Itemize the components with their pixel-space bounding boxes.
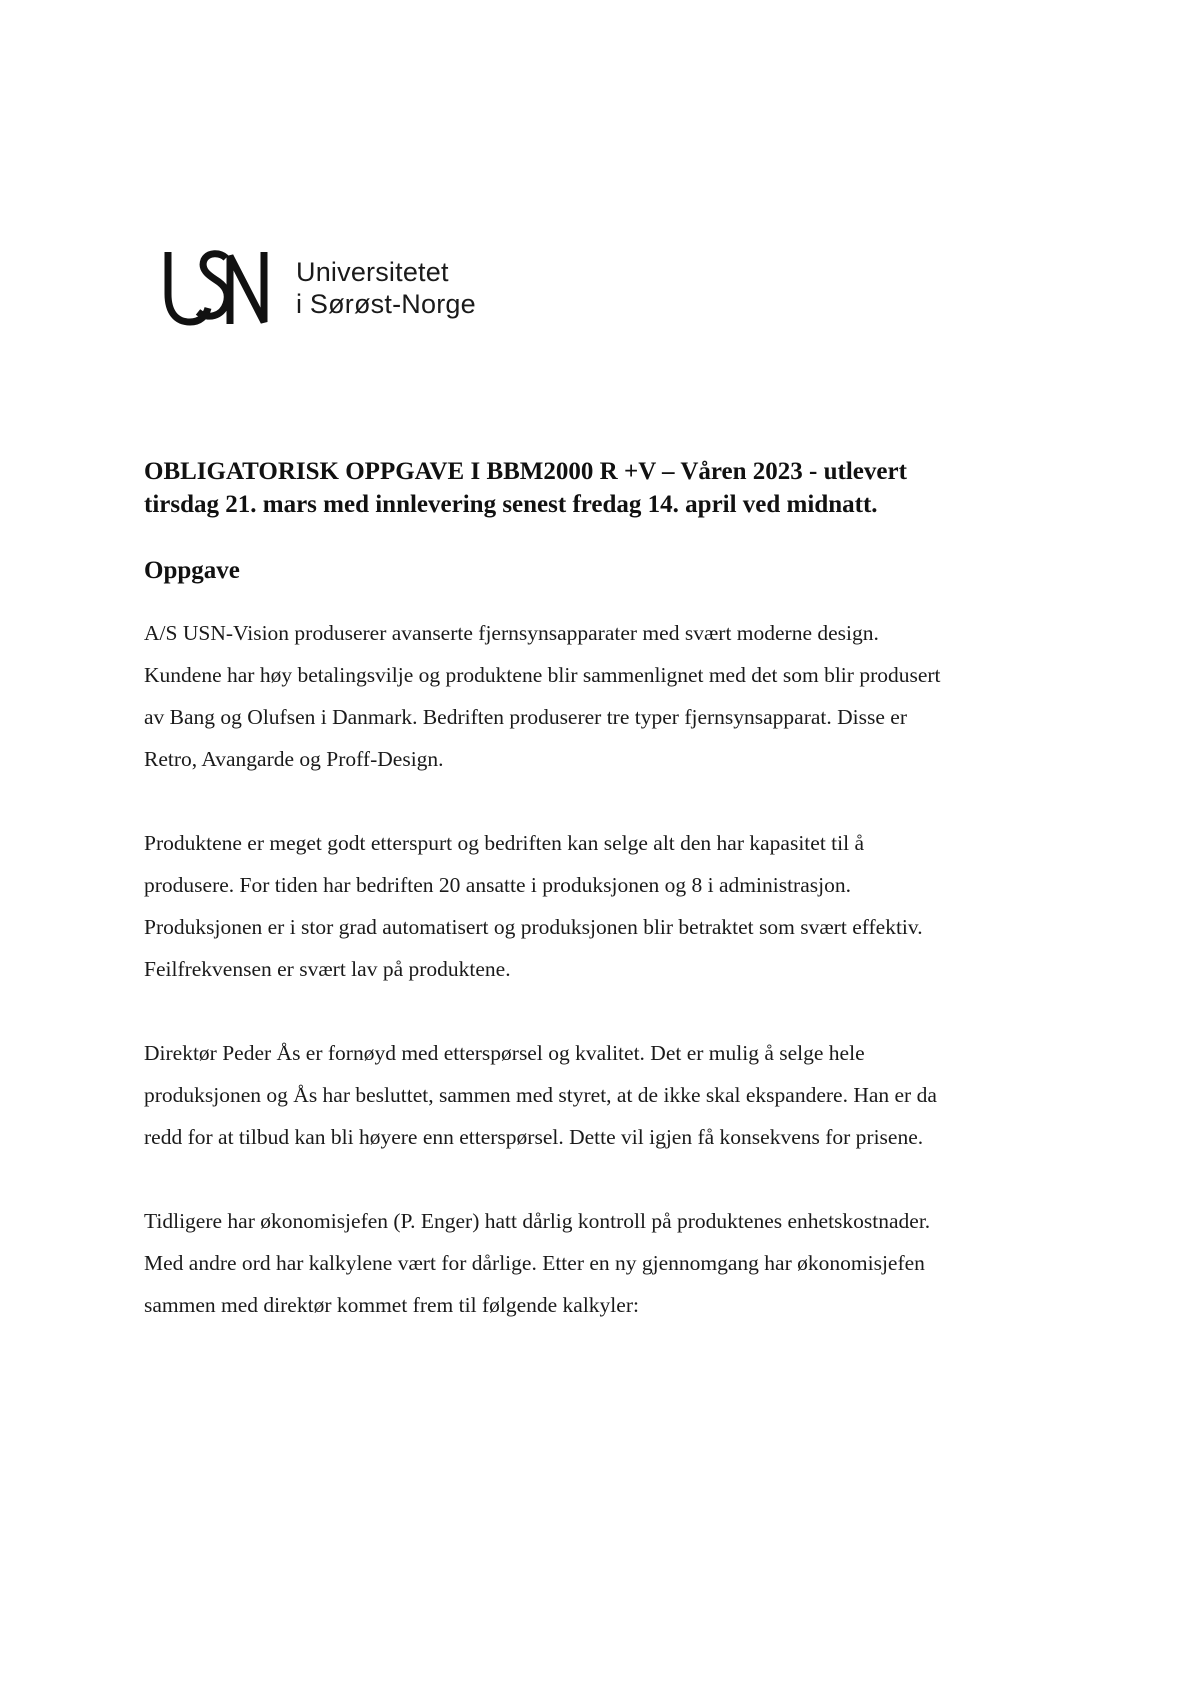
text-line: sammen med direktør kommet frem til følgende kalkyler: <box>144 1293 639 1317</box>
text-line: redd for at tilbud kan bli høyere enn etterspørsel. Dette vil igjen få konsekvens for prisene. <box>144 1125 924 1149</box>
text-line: A/S USN-Vision produserer avanserte fjernsynsapparater med svært moderne design. <box>144 621 879 645</box>
section-heading: Oppgave <box>144 557 240 584</box>
text-line: Med andre ord har kalkylene vært for dårlige. Etter en ny gjennomgang har økonomisjefen <box>144 1251 925 1275</box>
logo-wordmark <box>296 256 476 320</box>
text-line: Direktør Peder Ås er fornøyd med etterspørsel og kvalitet. Det er mulig å selge hele <box>144 1041 865 1065</box>
text-line: Feilfrekvensen er svært lav på produktene. <box>144 957 511 981</box>
title-line-1: OBLIGATORISK OPPGAVE I BBM2000 R +V – Våren 2023 - utlevert <box>144 458 907 485</box>
paragraph <box>144 1032 1064 1158</box>
text-line: Kundene har høy betalingsvilje og produktene blir sammenlignet med det som blir produsert <box>144 663 941 687</box>
document-title <box>144 455 1044 521</box>
paragraph <box>144 1200 1064 1326</box>
logo-line-2: i Sørøst-Norge <box>296 289 476 319</box>
paragraph <box>144 612 1064 780</box>
text-line: produksjonen og Ås har besluttet, sammen med styret, at de ikke skal ekspandere. Han er da <box>144 1083 937 1107</box>
usn-logo <box>164 250 476 326</box>
body-text <box>144 612 1064 1368</box>
text-line: Produktene er meget godt etterspurt og bedriften kan selge alt den har kapasitet til å <box>144 831 865 855</box>
text-line: av Bang og Olufsen i Danmark. Bedriften produserer tre typer fjernsynsapparat. Disse er <box>144 705 907 729</box>
text-line: Retro, Avangarde og Proff-Design. <box>144 747 444 771</box>
logo-line-1: Universitetet <box>296 257 449 287</box>
text-line: Tidligere har økonomisjefen (P. Enger) hatt dårlig kontroll på produktenes enhetskostnader. <box>144 1209 931 1233</box>
text-line: Produksjonen er i stor grad automatisert og produksjonen blir betraktet som svært effektiv. <box>144 915 923 939</box>
usn-logo-mark <box>164 250 276 326</box>
title-line-2: tirsdag 21. mars med innlevering senest fredag 14. april ved midnatt. <box>144 491 878 518</box>
paragraph <box>144 822 1064 990</box>
text-line: produsere. For tiden har bedriften 20 ansatte i produksjonen og 8 i administrasjon. <box>144 873 851 897</box>
